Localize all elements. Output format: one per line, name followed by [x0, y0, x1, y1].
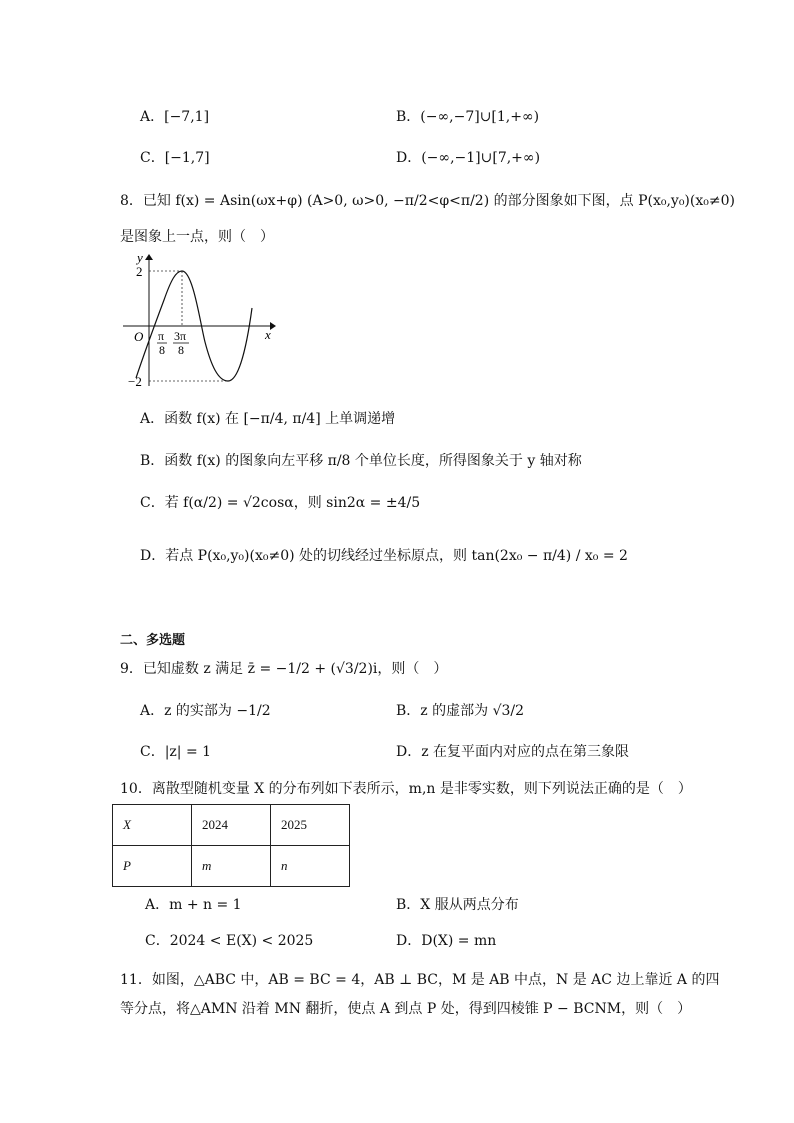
- q8-option-a: A．函数 f(x) 在 [−π/4, π/4] 上单调递增: [140, 411, 396, 427]
- q9-option-c: C．|z| = 1: [140, 744, 212, 760]
- q8-option-b: B．函数 f(x) 的图象向左平移 π/8 个单位长度，所得图象关于 y 轴对称: [140, 453, 582, 469]
- q7-option-a: A．[−7,1]: [140, 109, 210, 125]
- y-min-label: −2: [128, 374, 142, 388]
- section-heading-multiple-choice: 二、多选题: [120, 632, 186, 647]
- y-axis-label: y: [137, 252, 143, 265]
- distribution-table: [112, 804, 350, 887]
- tick2-denominator: 8: [178, 343, 184, 357]
- y-axis-arrow: [145, 254, 153, 260]
- q10-option-a: A．m + n = 1: [145, 897, 242, 913]
- table-cell: P: [113, 846, 192, 887]
- q9-option-b: B．z 的虚部为 √3/2: [396, 703, 525, 719]
- q8-option-c: C．若 f(α/2) = √2cosα，则 sin2α = ±4/5: [140, 495, 421, 511]
- tick1-denominator: 8: [159, 343, 165, 357]
- table-cell: 2024: [192, 805, 271, 846]
- x-axis-arrow: [270, 322, 276, 330]
- q9-option-a: A．z 的实部为 −1/2: [140, 703, 271, 719]
- q8-sine-graph: [120, 252, 280, 388]
- table-row: [113, 846, 350, 887]
- q8-stem-line1: 8．已知 f(x) = Asin(ωx+φ) (A>0, ω>0, −π/2<φ<π/2) 的部分图象如下图，点 P(x₀,y₀)(x₀≠0): [120, 193, 735, 209]
- y-max-label: 2: [136, 264, 143, 279]
- q8-stem-line2: 是图象上一点，则（ ）: [120, 229, 274, 245]
- q10-option-d: D．D(X) = mn: [396, 933, 497, 949]
- x-axis-label: x: [265, 327, 271, 342]
- q9-stem: 9．已知虚数 z 满足 z̄ = −1/2 + (√3/2)i，则（ ）: [120, 661, 448, 677]
- q10-option-b: B．X 服从两点分布: [396, 897, 519, 913]
- table-cell: 2025: [271, 805, 350, 846]
- tick1-numerator: π: [158, 329, 165, 343]
- table-cell: X: [113, 805, 192, 846]
- q7-option-b: B．(−∞,−7]∪[1,+∞): [396, 109, 540, 125]
- q9-option-d: D．z 在复平面内对应的点在第三象限: [396, 744, 630, 760]
- table-cell: n: [271, 846, 350, 887]
- q11-stem-line2: 等分点，将△AMN 沿着 MN 翻折，使点 A 到点 P 处，得到四棱锥 P − BCNM，则（ ）: [120, 1001, 692, 1017]
- q10-stem: 10．离散型随机变量 X 的分布列如下表所示，m,n 是非零实数，则下列说法正确的是（ ）: [120, 781, 692, 797]
- table-cell: m: [192, 846, 271, 887]
- table-row: [113, 805, 350, 846]
- tick2-numerator: 3π: [174, 329, 187, 343]
- q7-option-c: C．[−1,7]: [140, 150, 210, 166]
- origin-label: O: [134, 329, 144, 344]
- q11-stem-line1: 11．如图，△ABC 中，AB = BC = 4，AB ⊥ BC，M 是 AB 中点，N 是 AC 边上靠近 A 的四: [120, 972, 720, 988]
- q7-option-d: D．(−∞,−1]∪[7,+∞): [396, 150, 541, 166]
- q10-option-c: C．2024 < E(X) < 2025: [145, 933, 314, 949]
- q8-option-d: D．若点 P(x₀,y₀)(x₀≠0) 处的切线经过坐标原点，则 tan(2x₀ − π/4) / x₀ = 2: [140, 548, 628, 564]
